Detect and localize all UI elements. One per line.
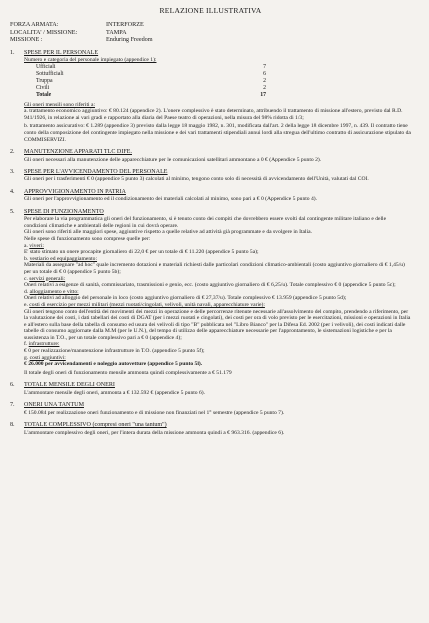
section-6: 6. TOTALE MENSILE DEGLI ONERI <box>10 382 115 389</box>
section-8-heading: TOTALE COMPLESSIVO (compresi oneri "una tantum") <box>24 422 167 429</box>
document-title: RELAZIONE ILLUSTRATIVA <box>159 6 262 15</box>
section-1-heading: SPESE PER IL PERSONALE <box>24 49 99 56</box>
section-5-item-f: f. infrastrutture: € 0 per realizzazione/manutenzione infrastrutture in T.O. (appendice 5 punto 5f); <box>24 341 205 355</box>
section-1-oneri-intro: Gli oneri mensili sono riferiti a: <box>24 101 95 108</box>
section-1: 1. SPESE PER IL PERSONALE <box>10 49 99 56</box>
section-1-item-a: a. trattamento economico aggiuntivo: € 80.124 (appendice 2). L'onere complessivo è stato determinato, attribuendo il trattamento di missione all'estero, previsto dal R.D. 941/1926, in relazione ai vari gradi e rapportato alla diaria del Paese teatro di operazioni, nella misura del 98% ridotta di 1/3; <box>24 108 403 121</box>
section-3-text: Gli oneri per i trasferimenti € 0 (appendice 5 punto 3) calcolati al minimo, tengono conto solo di necessità di avvicendamento dell'Unità, valutati dal COI. <box>24 176 369 183</box>
section-5-item-e: e. costi di esercizio per mezzi militari (mezzi ruotati/cingolati, velivoli, unità navali, apparecchiature varie): Gli oneri tengono conto dell'entità dei movimenti dei mezzi in operazione e delle percorrenze ritenute necessarie all'assolvimento del compito, prendendo a riferimento, per la valutazione dei costi, i dati tabellari dei costi di DGAT (per i mezzi ruotati e cingolati), dei costi per ora di volo previsto per le esercitazioni, missioni e operazioni in Italia e all'estero sulla base della tabella di consumo ed usura dei velivoli di tipo "B" pubblicata nel "Libro Bianco" per la Difesa Ed. 2002 (per i velivoli), dei costi indicati dalle tabelle di consumo aggiornate dalla M.M (per le U.N.), del tempo di utilizzo delle apparecchiature necessarie per l'approntamento, le sistemazioni logistiche e per la sussistenza in T.O., per un totale complessivo pari a € 0 (appendice 4); <box>24 301 411 341</box>
section-5-intro-3: Nelle spese di funzionamento sono comprese quelle per: <box>24 235 151 242</box>
section-6-text: L'ammontare mensile degli oneri, ammonta a € 132.592 € (appendice 5 punto 6). <box>24 389 206 396</box>
section-4-heading: APPROVVIGIONAMENTO IN PATRIA <box>24 189 126 196</box>
section-8: 8. TOTALE COMPLESSIVO (compresi oneri "una tantum") <box>10 422 167 429</box>
section-5-item-d: d. alloggiamento e vitto: Oneri relativi ad alloggio del personale in loco (costo aggiuntivo giornaliero di € 27,37/u). Totale complessivo € 13.959 (appendice 5 punto 5d); <box>24 288 347 302</box>
section-5-intro-2: Gli oneri sono riferiti alle maggiori spese, aggiuntive rispetto a quelle relative ad attività già programmate e da svolgere in Italia. <box>24 229 312 236</box>
section-1-intro: Numero e categoria del personale impiegato (appendice 1): <box>24 57 157 64</box>
section-5-item-g: g. costi aggiuntivi: € 26.000 per avvicendamenti e noleggio autovetture (appendice 5 punto 5l). <box>24 354 203 368</box>
meta-forza-armata: FORZA ARMATA: INTERFORZE <box>10 21 144 28</box>
section-1-item-b: b. trattamento assicurativo: € 1.289 (appendice 3) previsto dalla legge 18 maggio 1982, n. 301, modificata dall'art. 2 della legge 18 dicembre 1997, n. 439. Il contratto tiene conto della composizione del contingente impiegato nella missione e dei vari trattamenti stipendiali annui lordi alla stregua dell'ultimo contratto di assicurazione stipulato da COMMISERVIZI. <box>24 123 411 143</box>
section-2: 2. MANUTENZIONE APPARATI TLC DIFE. <box>10 149 132 156</box>
staff-row: Civili 2 <box>36 84 266 91</box>
section-7: 7. ONERI UNA TANTUM <box>10 402 84 409</box>
section-3-heading: SPESE PER L'AVVICENDAMENTO DEL PERSONALE <box>24 169 168 176</box>
staff-row: Sottufficiali 6 <box>36 70 266 77</box>
section-3: 3. SPESE PER L'AVVICENDAMENTO DEL PERSONALE <box>10 169 168 176</box>
section-4: 4. APPROVVIGIONAMENTO IN PATRIA <box>10 189 126 196</box>
section-7-text: € 150.084 per realizzazione oneri funzionamento e di missione non finanziati nel 1° semestre (appendice 5 punto 7). <box>24 409 285 416</box>
section-5: 5. SPESE DI FUNZIONAMENTO <box>10 208 104 215</box>
staff-row: Truppa 2 <box>36 77 266 84</box>
section-2-text: Gli oneri necessari alla manutenzione delle apparecchiature per le comunicazioni satellitari ammontano a 0 € (Appendice 5 punto 2). <box>24 156 322 163</box>
section-2-heading: MANUTENZIONE APPARATI TLC DIFE. <box>24 149 132 156</box>
section-5-item-b: b. vestiario ed equipaggiamento: Materiali da assegnare "ad hoc" quale incremento dotazioni e materiali richiesti dalle particolari condizioni climatico-ambientali (costo aggiuntivo giornaliero di € 1,45/u) per un totale di € 0 (appendice 5 punto 5b); <box>24 255 405 275</box>
meta-missione: MISSIONE : Enduring Freedom <box>10 36 153 44</box>
document-meta <box>10 21 411 44</box>
section-5-item-a: a. viveri: E' stato stimato un onere procapite giornaliero di 22,0 € per un totale di € 11.220 (appendice 5 punto 5a); <box>24 242 259 256</box>
section-5-total: Il totale degli oneri di funzionamento mensile ammonta quindi complessivamente a € 51.179 <box>24 369 232 376</box>
section-5-item-c: c. servizi generali: Oneri relativi a esigenze di sanità, commissariato, trasmissioni e genio, ecc. (costo aggiuntivo giornaliero di € 6,25/u). Totale complessivo € 0 (appendice 5 punto 5c); <box>24 275 396 289</box>
section-5-heading: SPESE DI FUNZIONAMENTO <box>24 208 104 215</box>
section-4-text: Gli oneri per l'approvvigionamento ed il condizionamento dei materiali calcolati al minimo, sono pari a € 0 (Appendice 5 punto 4). <box>24 196 318 203</box>
section-5-intro: Per elaborare la via programmatica gli oneri del funzionamento, si è tenuto conto dei compiti che dovrebbero essere svolti dal contingente militare italiano e delle condizioni climatiche e ambientali delle regioni in cui dovrà operare. <box>24 216 387 229</box>
section-7-heading: ONERI UNA TANTUM <box>24 402 84 409</box>
staff-total-row: Totale 17 <box>36 91 266 98</box>
staff-table <box>10 64 411 99</box>
section-6-heading: TOTALE MENSILE DEGLI ONERI <box>24 382 115 389</box>
staff-row: Ufficiali 7 <box>36 63 266 70</box>
meta-localita: LOCALITA' / MISSIONE: TAMPA <box>10 28 127 36</box>
section-8-text: L'ammontare complessivo degli oneri, per l'intera durata della missione ammonta quindi a € 963.316. (appendice 6). <box>24 429 285 436</box>
